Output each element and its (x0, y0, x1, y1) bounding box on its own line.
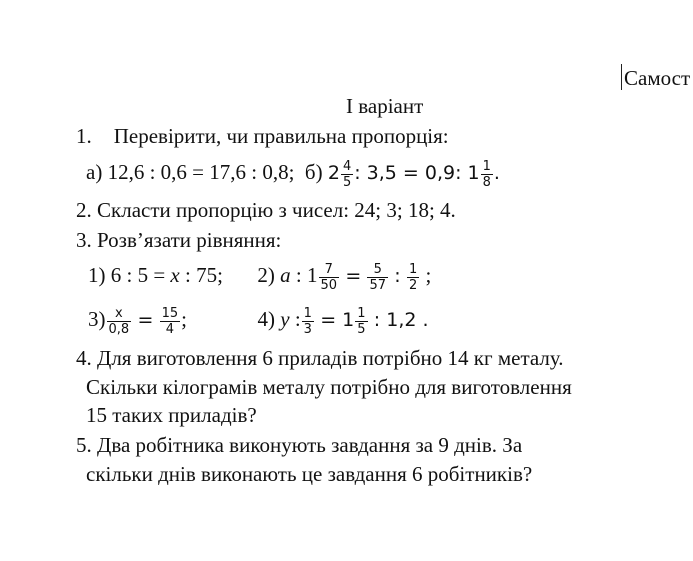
eq3-fraction-1: $\frac{x}{0,8}$ (108, 305, 130, 337)
eq2-end: ; (425, 263, 432, 287)
task1-number: 1. (76, 124, 92, 148)
task3-equations-row1 (88, 260, 431, 293)
eq3-end: ; (181, 307, 187, 331)
eq3-fraction-2: $\frac{15}{4}$ (161, 305, 179, 337)
task5-line-1: 5. Два робітника виконують завдання за 9 днів. За (76, 433, 523, 457)
task4-line-3: 15 таких приладів? (86, 403, 257, 427)
task1-b-middle: : 3,5 = 0,9: 1 (354, 162, 480, 184)
task1-item-b-label: б) (304, 160, 323, 184)
eq4-variable: y (280, 307, 290, 331)
eq3-equals: = (137, 309, 154, 331)
eq1-left: 1) 6 : 5 = (88, 263, 171, 287)
task1-b-end: . (493, 162, 500, 184)
task1-b-whole: 2 (327, 162, 340, 184)
eq2-variable: a (280, 263, 291, 287)
eq3-label: 3) (88, 307, 106, 331)
eq4-label: 4) (257, 307, 281, 331)
variant-title: І варіант (346, 94, 424, 118)
eq2-fraction-3: $\frac{1}{2}$ (408, 261, 418, 293)
task1-b-fraction-2: $\frac{1}{8}$ (482, 158, 491, 190)
task1-heading (76, 124, 449, 148)
task4-line-2: Скільки кілограмів металу потрібно для виготовлення (86, 375, 572, 399)
eq4-end: : 1,2 . (373, 309, 429, 331)
eq4-fraction-2: $\frac{1}{5}$ (357, 305, 366, 337)
eq4-fraction-1: $\frac{1}{3}$ (303, 305, 312, 337)
task1-item-a: а) 12,6 : 0,6 = 17,6 : 0,8; (86, 160, 295, 184)
eq4-colon: : (289, 307, 301, 331)
eq4-equals: = 1 (320, 309, 355, 331)
task1-text: Перевірити, чи правильна пропорція: (113, 124, 449, 148)
eq2-colon-2: : (394, 265, 401, 287)
task3-equations-row2 (88, 304, 429, 337)
task5-line-2: скільки днів виконають це завдання 6 робітників? (86, 462, 533, 486)
eq2-label: 2) (257, 263, 281, 287)
task2-text: 2. Скласти пропорцію з чисел: 24; 3; 18; 4. (76, 198, 456, 222)
text-cursor (621, 64, 622, 90)
header-title-fragment: Самост (624, 66, 691, 90)
eq2-colon: : 1 (290, 263, 318, 287)
eq2-equals: = (345, 265, 362, 287)
eq2-fraction-2: $\frac{5}{57}$ (369, 261, 387, 293)
eq2-fraction-1: $\frac{7}{50}$ (320, 261, 338, 293)
task1-b-fraction-1: $\frac{4}{5}$ (342, 158, 352, 190)
task1-items (86, 157, 500, 190)
eq1-variable: x (170, 263, 180, 287)
task4-line-1: 4. Для виготовлення 6 приладів потрібно 14 кг металу. (76, 346, 564, 370)
eq1-right: : 75; (179, 263, 223, 287)
task3-heading: 3. Розв’язати рівняння: (76, 228, 282, 252)
